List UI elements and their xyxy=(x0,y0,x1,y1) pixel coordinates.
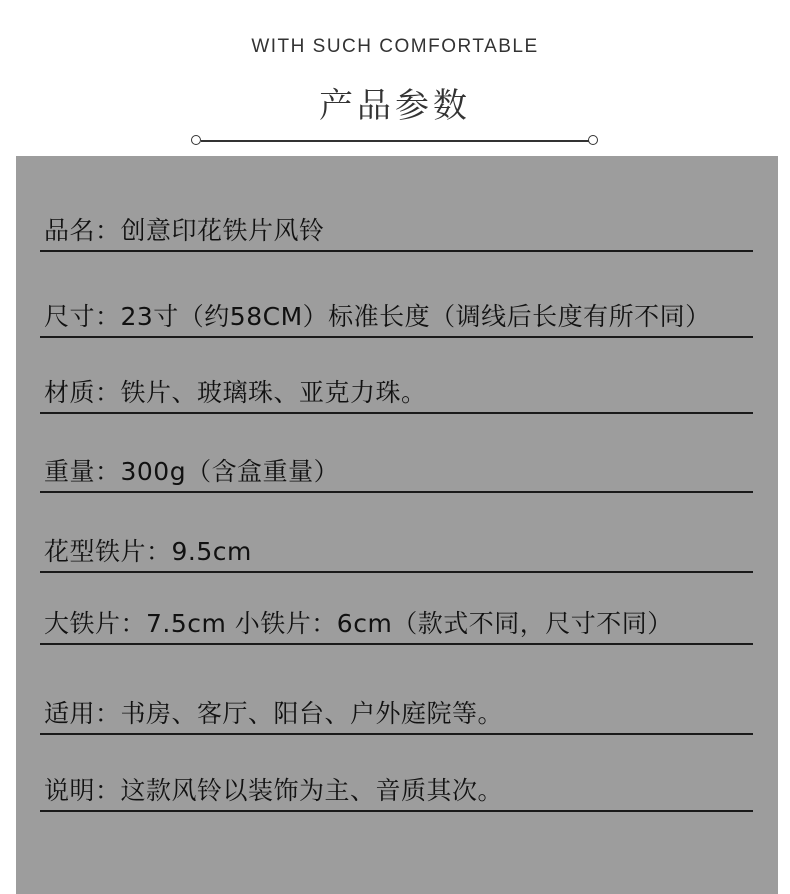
spec-text: 尺寸：23寸（约58CM）标准长度（调线后长度有所不同） xyxy=(44,302,711,331)
spec-text: 花型铁片：9.5cm xyxy=(44,537,252,566)
spec-row-flower-piece xyxy=(40,537,753,573)
spec-text: 大铁片：7.5cm 小铁片：6cm（款式不同，尺寸不同） xyxy=(44,609,673,638)
spec-row-usage xyxy=(40,699,753,735)
divider-left-dot xyxy=(191,135,201,145)
spec-row-size xyxy=(40,302,753,338)
spec-row-piece-sizes xyxy=(40,609,753,645)
divider-line xyxy=(201,140,591,142)
spec-row-name xyxy=(40,216,753,252)
spec-text: 材质：铁片、玻璃珠、亚克力珠。 xyxy=(44,378,427,407)
header-subtitle: WITH SUCH COMFORTABLE xyxy=(251,36,539,57)
page-title: 产品参数 xyxy=(319,86,471,126)
spec-text: 重量：300g（含盒重量） xyxy=(44,457,340,486)
spec-row-note xyxy=(40,776,753,812)
divider-right-dot xyxy=(588,135,598,145)
spec-text: 说明：这款风铃以装饰为主、音质其次。 xyxy=(44,776,504,805)
spec-text: 适用：书房、客厅、阳台、户外庭院等。 xyxy=(44,699,504,728)
spec-panel xyxy=(16,156,778,894)
spec-text: 品名：创意印花铁片风铃 xyxy=(44,216,325,245)
title-divider xyxy=(191,135,601,147)
spec-row-weight xyxy=(40,457,753,493)
spec-row-material xyxy=(40,378,753,414)
